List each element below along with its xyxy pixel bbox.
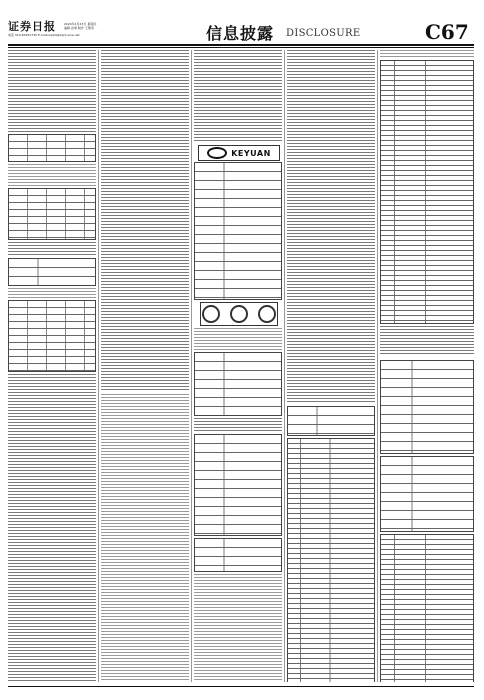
text-block [287,50,375,402]
table [380,456,474,532]
editor-line: 编辑 孙倩 制作 王敬涛 [64,26,94,30]
text-block [194,574,282,682]
table [8,188,96,240]
text-block [380,50,474,58]
column-1 [8,50,96,682]
text-block [194,328,282,350]
page-number: C67 [425,20,469,44]
column-2 [101,50,189,682]
seal-icon [230,305,248,323]
text-block [8,242,96,256]
header-rule [8,44,474,46]
table [8,258,96,286]
column-divider [377,50,378,682]
keyuan-logo [198,145,280,161]
section-title-en: DISCLOSURE [286,28,361,39]
seal-icon [258,305,276,323]
table [380,360,474,454]
table [194,352,282,416]
seal-strip [200,302,278,326]
table [8,300,96,372]
table [380,60,474,324]
column-divider [284,50,285,682]
table [8,134,96,162]
column-4 [287,50,375,682]
footer-rule [8,686,474,687]
section-title: 信息披露 [206,24,275,43]
header-rule-thin [8,47,474,48]
table [380,534,474,682]
newspaper-logo: 证券日报 [8,20,56,33]
column-5 [380,50,474,682]
masthead [0,0,484,44]
table [194,538,282,572]
column-divider [98,50,99,682]
column-divider [191,50,192,682]
text-block [8,50,96,132]
column-3 [194,50,282,682]
issue-date-text: 2020年4月23日 星期四 [64,22,97,26]
keyuan-logo-text: KEYUAN [231,148,271,158]
table [287,438,375,682]
keyuan-mark-icon [207,147,227,159]
text-block [101,394,189,682]
seal-icon [202,305,220,323]
table [287,406,375,436]
contact-line: 电话 010-83251730 E-mail:zqrb9@zqrb.sina.net [8,33,80,37]
text-block [101,50,189,390]
text-block [8,374,96,682]
text-block [194,418,282,432]
text-block [194,50,282,142]
issue-date [64,22,96,30]
table [194,434,282,536]
text-block [8,164,96,186]
text-block [380,326,474,356]
table [194,162,282,300]
text-block [8,288,96,298]
